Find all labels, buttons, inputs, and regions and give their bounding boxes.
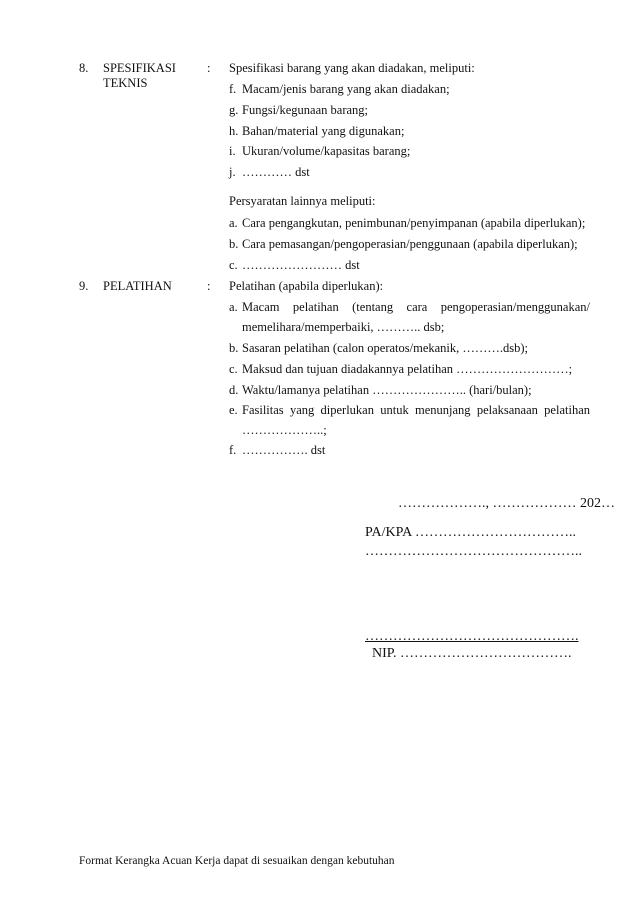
list-text: …………………… dst xyxy=(242,258,360,272)
list-marker: i. xyxy=(229,144,236,158)
list-marker: a. xyxy=(229,300,238,314)
list-item xyxy=(229,144,411,159)
list-marker: d. xyxy=(229,383,239,397)
list-item xyxy=(229,237,578,252)
list-text-line: ………………..; xyxy=(242,423,327,437)
place-date-line: ………………., ……………… 202… xyxy=(398,496,615,511)
list-item xyxy=(229,258,360,273)
section8-colon: : xyxy=(207,61,211,75)
section9-number: 9. xyxy=(79,279,89,293)
signatory-name: ………………………………………. xyxy=(365,629,579,644)
list-item xyxy=(229,216,586,231)
list-text: Sasaran pelatihan (calon operatos/mekanik, ……….dsb); xyxy=(242,341,529,355)
list-text: Maksud dan tujuan diadakannya pelatihan ………………………; xyxy=(242,362,573,376)
list-marker: b. xyxy=(229,237,239,251)
section9-intro: Pelatihan (apabila diperlukan): xyxy=(229,279,384,293)
list-text: Bahan/material yang digunakan; xyxy=(242,124,405,138)
list-text-line: Fasilitas yang diperlukan untuk menunjang pelaksanaan pelatihan xyxy=(242,403,590,417)
list-item xyxy=(229,82,450,97)
section8-intro: Spesifikasi barang yang akan diadakan, meliputi: xyxy=(229,61,475,75)
list-item xyxy=(229,103,369,118)
list-text: Waktu/lamanya pelatihan ………………….. (hari/bulan); xyxy=(242,383,532,397)
list-text-line: memelihara/memperbaiki, ……….. dsb; xyxy=(242,320,445,334)
signatory-role-dots: ……………………………………….. xyxy=(365,544,582,559)
section8-title-line2: TEKNIS xyxy=(103,76,148,90)
list-marker: c. xyxy=(229,258,238,272)
list-item xyxy=(229,165,310,180)
list-item xyxy=(229,341,529,356)
list-marker: f. xyxy=(229,443,237,457)
section8-title-line1: SPESIFIKASI xyxy=(103,61,176,75)
list-marker: j. xyxy=(229,165,236,179)
section8-title xyxy=(103,61,176,91)
list-text: Fungsi/kegunaan barang; xyxy=(242,103,369,117)
list-text-line: Macam pelatihan (tentang cara pengoperasian/menggunakan/ xyxy=(242,300,590,314)
list-marker: h. xyxy=(229,124,239,138)
list-text: Ukuran/volume/kapasitas barang; xyxy=(242,144,411,158)
list-item xyxy=(229,124,405,139)
section9-title: PELATIHAN xyxy=(103,279,172,293)
list-marker: f. xyxy=(229,82,237,96)
list-marker: g. xyxy=(229,103,239,117)
list-text: ……………. dst xyxy=(242,443,326,457)
list-marker: c. xyxy=(229,362,238,376)
list-text: Cara pemasangan/pengoperasian/penggunaan (apabila diperlukan); xyxy=(242,237,578,251)
list-marker: a. xyxy=(229,216,238,230)
list-item xyxy=(229,443,326,458)
list-text: Macam/jenis barang yang akan diadakan; xyxy=(242,82,450,96)
list-marker: b. xyxy=(229,341,239,355)
section8-number: 8. xyxy=(79,61,89,75)
footer-note: Format Kerangka Acuan Kerja dapat di sesuaikan dengan kebutuhan xyxy=(79,855,395,867)
list-item xyxy=(229,362,573,377)
signatory-nip: NIP. ………………………………. xyxy=(372,646,572,661)
list-text: ………… dst xyxy=(242,165,310,179)
other-requirements-intro: Persyaratan lainnya meliputi: xyxy=(229,194,376,208)
list-marker: e. xyxy=(229,403,238,417)
list-text: Cara pengangkutan, penimbunan/penyimpanan (apabila diperlukan); xyxy=(242,216,586,230)
list-item xyxy=(229,383,532,398)
signatory-role: PA/KPA …………………………….. xyxy=(365,525,576,540)
section9-colon: : xyxy=(207,279,211,293)
